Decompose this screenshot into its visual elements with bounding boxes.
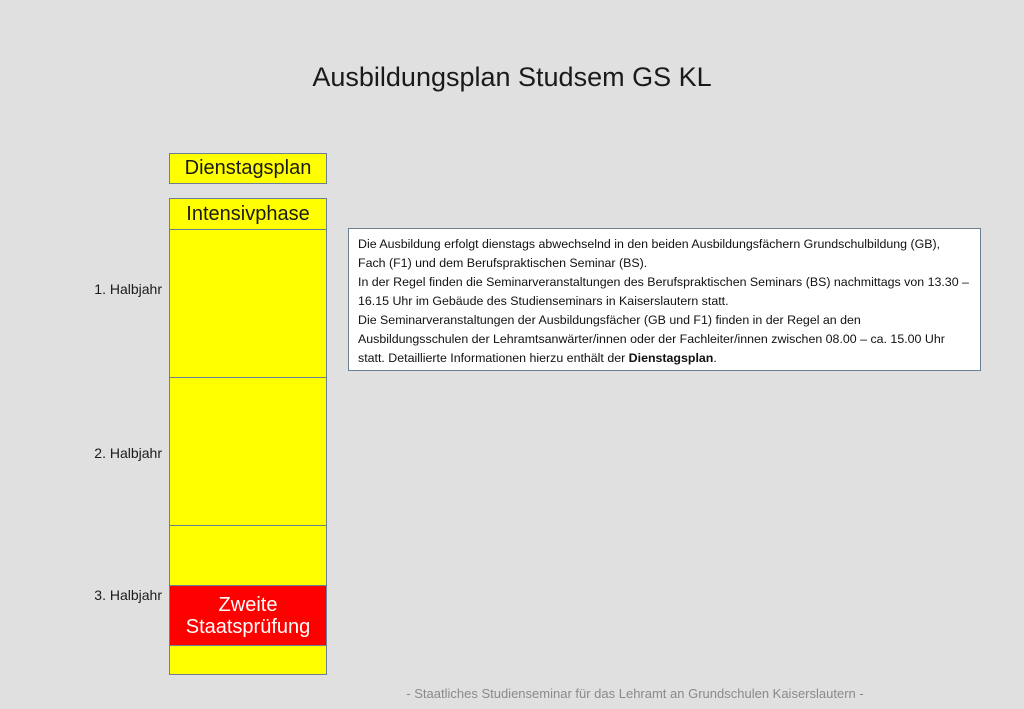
halbjahr-2-label: 2. Halbjahr bbox=[94, 445, 162, 461]
info-paragraph-1: Die Ausbildung erfolgt dienstags abwechselnd in den beiden Ausbildungsfächern Grundschulbildung (GB), Fach (F1) und dem Berufspraktischen Seminar (BS). bbox=[358, 237, 941, 270]
page-title: Ausbildungsplan Studsem GS KL bbox=[312, 62, 712, 92]
footer-text: - Staatliches Studienseminar für das Lehramt an Grundschulen Kaiserslautern - bbox=[406, 686, 864, 701]
halbjahr-1-block bbox=[169, 229, 327, 378]
info-paragraph-3-text: Die Seminarveranstaltungen der Ausbildungsfächer (GB und F1) finden in der Regel an den Ausbildungsschulen der Lehramtsanwärter/innen oder der Fachleiter/innen zwischen 08.00 – ca. 15.00 Uhr statt. Detaillierte Informationen hierzu enthält der bbox=[358, 313, 945, 365]
dienstagsplan-reference: Dienstagsplan bbox=[628, 351, 714, 365]
staatspruefung-label: Zweite Staatsprüfung bbox=[185, 593, 311, 638]
dienstagsplan-label: Dienstagsplan bbox=[184, 157, 312, 179]
halbjahr-1-label: 1. Halbjahr bbox=[94, 281, 162, 297]
info-paragraph-3 bbox=[358, 311, 971, 368]
intensivphase-box bbox=[169, 198, 327, 230]
halbjahr-2-block bbox=[169, 377, 327, 526]
info-paragraph-3-end: . bbox=[713, 351, 717, 365]
dienstagsplan-box[interactable] bbox=[169, 153, 327, 184]
intensivphase-label: Intensivphase bbox=[186, 202, 310, 225]
halbjahr-3-label: 3. Halbjahr bbox=[94, 587, 162, 603]
info-paragraph-2: In der Regel finden die Seminarveranstaltungen des Berufspraktischen Seminars (BS) nachmittags von 13.30 – 16.15 Uhr im Gebäude des Studienseminars in Kaiserslautern statt. bbox=[358, 275, 969, 308]
info-box bbox=[348, 228, 981, 371]
staatspruefung-box bbox=[169, 585, 327, 646]
